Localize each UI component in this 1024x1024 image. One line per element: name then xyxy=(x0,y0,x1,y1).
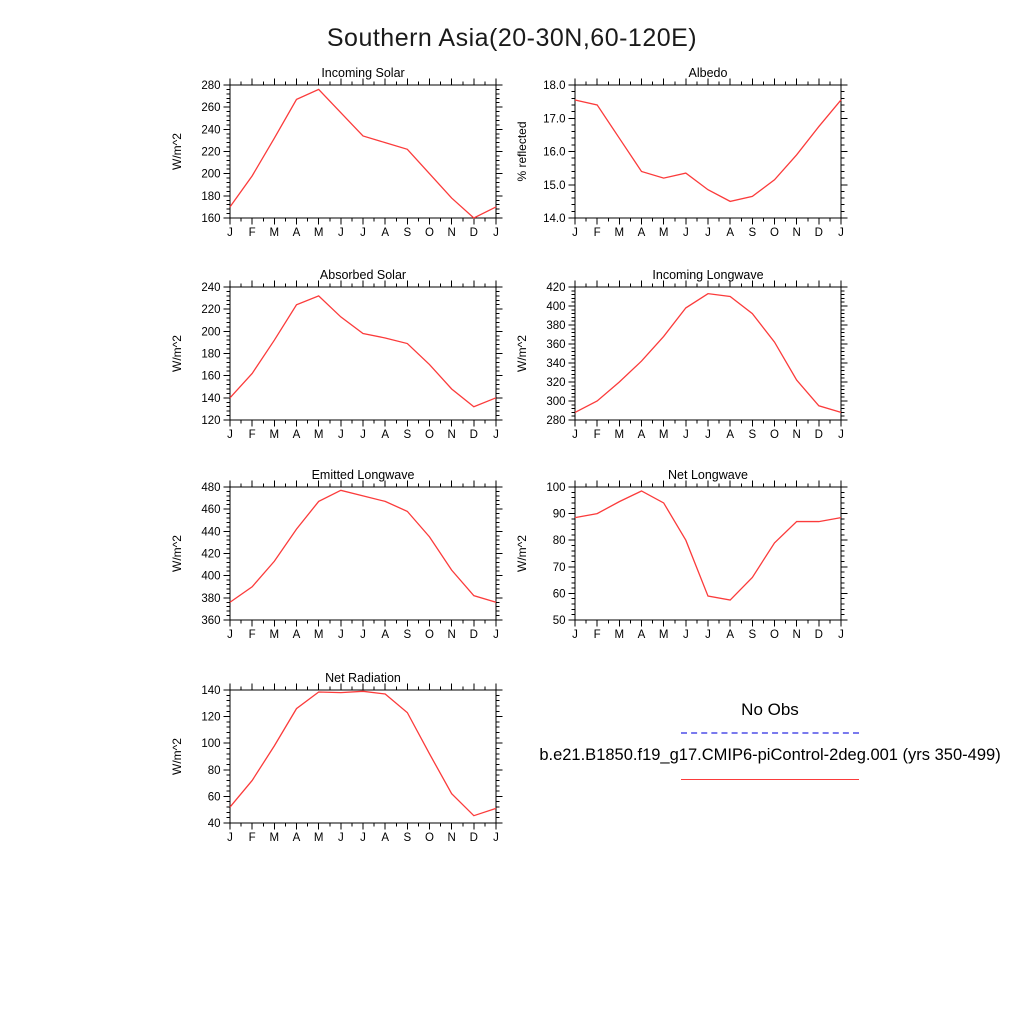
x-tick-label: M xyxy=(269,227,280,239)
x-tick-label: J xyxy=(360,429,366,441)
x-tick-label: J xyxy=(572,629,578,641)
legend xyxy=(520,700,1020,780)
series-line-model xyxy=(230,691,496,815)
x-tick-label: S xyxy=(403,832,412,844)
y-axis-label: W/m^2 xyxy=(170,335,184,372)
x-tick-label: O xyxy=(770,629,779,641)
x-tick-label: M xyxy=(269,832,280,844)
x-tick-label: J xyxy=(227,429,233,441)
x-tick-label: A xyxy=(637,429,646,441)
x-tick-label: A xyxy=(292,832,301,844)
x-tick-label: M xyxy=(269,629,280,641)
x-tick-label: A xyxy=(292,227,301,239)
y-tick-label: 140 xyxy=(201,392,221,405)
y-tick-label: 15.0 xyxy=(543,179,566,192)
chart-svg xyxy=(165,464,510,649)
y-tick-label: 120 xyxy=(201,415,221,427)
chart-title: Absorbed Solar xyxy=(319,268,407,282)
x-tick-label: A xyxy=(637,227,646,239)
x-tick-label: N xyxy=(447,832,456,844)
y-tick-label: 420 xyxy=(546,282,566,294)
y-tick-label: 400 xyxy=(201,570,221,583)
x-tick-label: J xyxy=(838,429,844,441)
x-tick-label: J xyxy=(682,227,689,239)
x-tick-label: J xyxy=(838,227,844,239)
y-tick-label: 460 xyxy=(201,504,221,517)
y-axis-label: W/m^2 xyxy=(170,535,184,572)
x-tick-label: J xyxy=(360,629,366,641)
page-title: Southern Asia(20-30N,60-120E) xyxy=(326,24,698,52)
chart-svg xyxy=(510,264,855,449)
chart-absorbed-solar xyxy=(165,264,510,449)
y-tick-label: 18.0 xyxy=(543,80,566,92)
x-tick-label: F xyxy=(248,629,256,641)
x-tick-label: N xyxy=(447,629,456,641)
y-tick-label: 200 xyxy=(201,326,221,339)
y-tick-label: 480 xyxy=(201,482,221,494)
x-tick-label: M xyxy=(313,227,324,239)
x-tick-label: J xyxy=(337,832,344,844)
series-line-model xyxy=(575,491,841,600)
y-tick-label: 440 xyxy=(201,526,221,539)
x-tick-label: D xyxy=(814,429,823,441)
x-tick-label: S xyxy=(403,429,412,441)
y-tick-label: 100 xyxy=(201,738,221,751)
x-tick-label: F xyxy=(248,227,256,239)
x-tick-label: M xyxy=(614,227,625,239)
x-tick-label: A xyxy=(292,629,301,641)
x-tick-label: O xyxy=(425,629,434,641)
x-tick-label: J xyxy=(572,227,578,239)
chart-svg xyxy=(510,62,855,247)
x-tick-label: A xyxy=(726,629,735,641)
x-tick-label: O xyxy=(425,429,434,441)
x-tick-label: M xyxy=(658,629,669,641)
x-tick-label: A xyxy=(726,429,735,441)
y-tick-label: 200 xyxy=(201,168,221,181)
x-tick-label: D xyxy=(469,629,478,641)
x-tick-label: J xyxy=(227,227,233,239)
y-tick-label: 420 xyxy=(201,548,221,561)
x-tick-label: D xyxy=(814,227,823,239)
series-line-model xyxy=(230,296,496,407)
y-tick-label: 16.0 xyxy=(543,146,566,159)
y-axis-label: % reflected xyxy=(515,121,529,182)
series-line-model xyxy=(575,294,841,413)
chart-title: Incoming Longwave xyxy=(652,268,764,282)
x-tick-label: O xyxy=(425,227,434,239)
x-tick-label: J xyxy=(493,629,499,641)
series-line-model xyxy=(230,490,496,602)
y-tick-label: 240 xyxy=(201,124,221,137)
y-tick-label: 240 xyxy=(201,282,221,294)
x-tick-label: J xyxy=(705,629,711,641)
y-tick-label: 300 xyxy=(546,396,566,408)
y-tick-label: 180 xyxy=(201,190,221,203)
y-tick-label: 260 xyxy=(201,102,221,115)
x-tick-label: J xyxy=(682,429,689,441)
chart-incoming-solar xyxy=(165,62,510,247)
x-tick-label: J xyxy=(337,227,344,239)
x-tick-label: S xyxy=(748,227,757,239)
y-tick-label: 40 xyxy=(207,818,221,830)
y-axis-label: W/m^2 xyxy=(170,738,184,775)
x-tick-label: N xyxy=(792,429,801,441)
y-tick-label: 80 xyxy=(207,764,221,777)
chart-net-longwave xyxy=(510,464,855,649)
y-tick-label: 17.0 xyxy=(543,113,566,126)
x-tick-label: A xyxy=(381,832,390,844)
legend-obs-line-swatch xyxy=(681,732,859,734)
x-tick-label: J xyxy=(337,429,344,441)
y-tick-label: 380 xyxy=(546,320,566,332)
x-tick-label: J xyxy=(493,429,499,441)
x-tick-label: M xyxy=(614,629,625,641)
x-tick-label: J xyxy=(682,629,689,641)
x-tick-label: N xyxy=(792,629,801,641)
chart-incoming-longwave xyxy=(510,264,855,449)
chart-title: Incoming Solar xyxy=(321,66,405,80)
legend-model-line-swatch xyxy=(681,779,859,780)
x-tick-label: O xyxy=(770,227,779,239)
y-tick-label: 160 xyxy=(201,213,221,225)
y-tick-label: 90 xyxy=(552,508,566,521)
y-tick-label: 80 xyxy=(552,535,566,548)
x-tick-label: N xyxy=(792,227,801,239)
y-tick-label: 100 xyxy=(546,482,566,494)
x-tick-label: M xyxy=(313,832,324,844)
y-tick-label: 340 xyxy=(546,358,566,370)
chart-svg xyxy=(510,464,855,649)
x-tick-label: F xyxy=(248,429,256,441)
x-tick-label: J xyxy=(493,832,499,844)
x-tick-label: J xyxy=(360,227,366,239)
x-tick-label: A xyxy=(637,629,646,641)
y-tick-label: 70 xyxy=(552,561,566,574)
y-tick-label: 280 xyxy=(546,415,566,427)
y-tick-label: 380 xyxy=(201,592,221,605)
x-tick-label: D xyxy=(469,227,478,239)
x-tick-label: J xyxy=(572,429,578,441)
y-tick-label: 400 xyxy=(546,301,566,313)
x-tick-label: D xyxy=(814,629,823,641)
x-tick-label: S xyxy=(403,227,412,239)
chart-albedo xyxy=(510,62,855,247)
chart-svg xyxy=(165,667,510,852)
chart-title: Net Longwave xyxy=(668,468,748,482)
y-tick-label: 160 xyxy=(201,370,221,383)
y-tick-label: 60 xyxy=(552,588,566,601)
y-tick-label: 180 xyxy=(201,348,221,361)
legend-model-label: b.e21.B1850.f19_g17.CMIP6-piControl-2deg.001 (yrs 350-499) xyxy=(539,746,1001,764)
x-tick-label: J xyxy=(705,429,711,441)
chart-emitted-longwave xyxy=(165,464,510,649)
y-tick-label: 14.0 xyxy=(543,213,566,225)
x-tick-label: A xyxy=(726,227,735,239)
x-tick-label: F xyxy=(248,832,256,844)
x-tick-label: M xyxy=(313,429,324,441)
x-tick-label: O xyxy=(770,429,779,441)
chart-title: Emitted Longwave xyxy=(311,468,415,482)
x-tick-label: O xyxy=(425,832,434,844)
chart-svg xyxy=(165,62,510,247)
chart-title: Net Radiation xyxy=(325,671,401,685)
x-tick-label: D xyxy=(469,832,478,844)
x-tick-label: A xyxy=(381,227,390,239)
y-tick-label: 140 xyxy=(201,685,221,697)
x-tick-label: J xyxy=(227,832,233,844)
x-tick-label: M xyxy=(658,227,669,239)
x-tick-label: F xyxy=(593,429,601,441)
y-tick-label: 60 xyxy=(207,791,221,804)
x-tick-label: J xyxy=(493,227,499,239)
y-tick-label: 280 xyxy=(201,80,221,92)
x-tick-label: J xyxy=(360,832,366,844)
x-tick-label: M xyxy=(614,429,625,441)
x-tick-label: F xyxy=(593,629,601,641)
chart-title: Albedo xyxy=(688,66,728,80)
x-tick-label: S xyxy=(403,629,412,641)
x-tick-label: A xyxy=(381,429,390,441)
x-tick-label: N xyxy=(447,429,456,441)
y-axis-label: W/m^2 xyxy=(515,535,529,572)
series-line-model xyxy=(230,89,496,218)
y-tick-label: 50 xyxy=(552,615,566,627)
y-tick-label: 220 xyxy=(201,304,221,317)
x-tick-label: D xyxy=(469,429,478,441)
chart-net-radiation xyxy=(165,667,510,852)
x-tick-label: J xyxy=(337,629,344,641)
x-tick-label: F xyxy=(593,227,601,239)
x-tick-label: A xyxy=(381,629,390,641)
x-tick-label: J xyxy=(838,629,844,641)
y-tick-label: 320 xyxy=(546,377,566,389)
legend-obs-label: No Obs xyxy=(741,700,799,719)
chart-svg xyxy=(165,264,510,449)
y-tick-label: 220 xyxy=(201,146,221,159)
y-tick-label: 360 xyxy=(546,339,566,351)
x-tick-label: S xyxy=(748,429,757,441)
x-tick-label: M xyxy=(313,629,324,641)
y-axis-label: W/m^2 xyxy=(515,335,529,372)
y-axis-label: W/m^2 xyxy=(170,133,184,170)
x-tick-label: M xyxy=(658,429,669,441)
x-tick-label: J xyxy=(227,629,233,641)
y-tick-label: 120 xyxy=(201,711,221,724)
y-tick-label: 360 xyxy=(201,615,221,627)
x-tick-label: M xyxy=(269,429,280,441)
x-tick-label: J xyxy=(705,227,711,239)
x-tick-label: N xyxy=(447,227,456,239)
x-tick-label: S xyxy=(748,629,757,641)
x-tick-label: A xyxy=(292,429,301,441)
series-line-model xyxy=(575,100,841,201)
